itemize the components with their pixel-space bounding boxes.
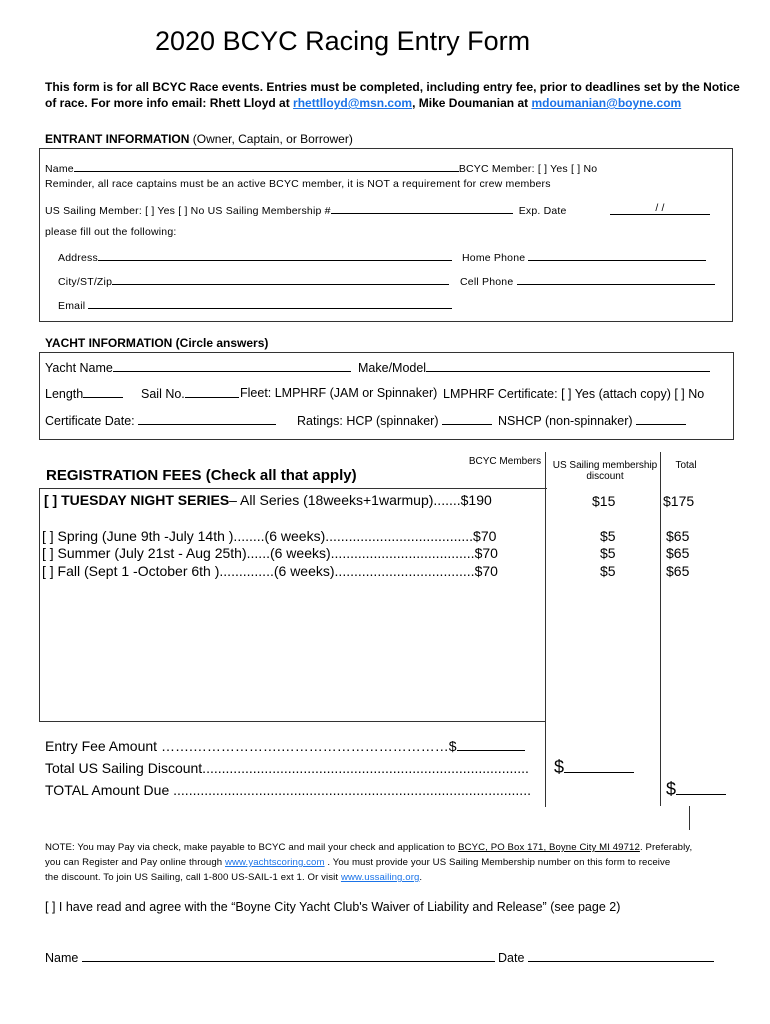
home-phone-field[interactable] xyxy=(528,249,706,261)
name-label: Name xyxy=(45,163,74,175)
ussailing-link[interactable]: www.ussailing.org xyxy=(340,872,420,883)
signature-name-label: Name xyxy=(45,951,79,965)
make-model-field[interactable] xyxy=(426,360,710,372)
city-field[interactable] xyxy=(112,273,449,285)
fleet-label: Fleet: LMPHRF (JAM or Spinnaker) xyxy=(240,386,438,400)
email-link-rhett[interactable]: rhettlloyd@msn.com xyxy=(293,96,413,110)
sail-field[interactable] xyxy=(185,386,239,398)
tuesday-label-bold: TUESDAY NIGHT SERIES xyxy=(61,492,230,508)
page-title: 2020 BCYC Racing Entry Form xyxy=(155,26,531,56)
spring-total: $65 xyxy=(666,528,690,544)
tuesday-discount: $15 xyxy=(592,493,616,509)
reminder-text: Reminder, all race captains must be an active BCYC member, it is NOT a requirement for crew members xyxy=(45,178,551,190)
fees-col-divider-1 xyxy=(545,452,546,807)
spring-series-row[interactable]: [ ] Spring (June 9th -July 14th )........(6 weeks)......................................$70 xyxy=(42,528,497,544)
intro-line-2-mid: , Mike Doumanian at xyxy=(412,96,532,110)
note-line-1 xyxy=(45,840,692,855)
yachtscoring-link[interactable]: www.yachtscoring.com xyxy=(225,857,325,868)
fees-heading: REGISTRATION FEES (Check all that apply) xyxy=(46,467,357,484)
fall-series-row[interactable]: [ ] Fall (Sept 1 -October 6th )..............(6 weeks)....................................$70 xyxy=(42,563,498,579)
fees-header-divider xyxy=(39,488,547,489)
tuesday-checkbox[interactable]: [ ] xyxy=(44,492,58,508)
tuesday-label-rest: – All Series (18weeks+1warmup).......$190 xyxy=(229,492,492,508)
cert-date-label: Certificate Date: xyxy=(45,414,135,428)
nshcp-row xyxy=(498,413,686,428)
total-discount-row xyxy=(554,757,634,778)
fall-total: $65 xyxy=(666,563,690,579)
note-line-2-suffix: . You must provide your US Sailing Membership number on this form to receive xyxy=(324,857,671,868)
exp-date-label: Exp. Date xyxy=(518,205,567,217)
note-line-1-suffix: . Preferably, xyxy=(639,842,693,853)
total-due-dollar: $ xyxy=(666,779,677,799)
fees-total-tick xyxy=(689,806,690,830)
ratings-row xyxy=(297,413,492,428)
note-line-1-prefix: NOTE: You may Pay via check, make payable to BCYC and mail your check and application to xyxy=(45,842,459,853)
nshcp-field[interactable] xyxy=(636,413,686,425)
note-line-3 xyxy=(45,870,422,885)
fees-col-divider-2 xyxy=(660,452,661,806)
total-due-field[interactable] xyxy=(676,780,726,795)
length-row xyxy=(45,386,123,401)
total-discount-dollar: $ xyxy=(554,757,565,777)
col-us-sailing-discount: US Sailing membership discount xyxy=(552,460,658,482)
ratings-field[interactable] xyxy=(442,413,492,425)
fees-left-border xyxy=(39,488,40,722)
note-line-2 xyxy=(45,855,670,870)
total-discount-label: Total US Sailing Discount.................................................................................... xyxy=(45,760,529,776)
length-label: Length xyxy=(45,387,84,401)
entrant-heading-rest: (Owner, Captain, or Borrower) xyxy=(189,132,353,146)
ratings-label: Ratings: HCP (spinnaker) xyxy=(297,414,439,428)
summer-total: $65 xyxy=(666,545,690,561)
city-label: City/ST/Zip xyxy=(58,276,113,288)
email-link-mike[interactable]: mdoumanian@boyne.com xyxy=(531,96,682,110)
email-row xyxy=(58,297,452,312)
intro-line-2 xyxy=(45,96,681,110)
name-field[interactable] xyxy=(74,160,459,172)
address-field[interactable] xyxy=(98,249,452,261)
cell-phone-label: Cell Phone xyxy=(460,276,514,288)
intro-line-1: This form is for all BCYC Race events. Entries must be completed, including entry fee, prior to deadlines set by the Notice xyxy=(45,80,740,94)
entry-fee-row xyxy=(45,738,525,754)
total-due-row xyxy=(666,779,726,800)
make-model-row xyxy=(358,360,710,375)
address-label: Address xyxy=(58,252,98,264)
us-sailing-number-field[interactable] xyxy=(331,202,513,214)
us-sailing-row xyxy=(45,202,567,217)
yacht-heading-bold: YACHT INFORMATION (Circle answers) xyxy=(45,336,269,350)
cell-phone-row xyxy=(460,273,715,288)
lmphrf-certificate-label: LMPHRF Certificate: [ ] Yes (attach copy) [ ] No xyxy=(443,387,705,401)
nshcp-label: NSHCP (non-spinnaker) xyxy=(498,414,633,428)
note-line-3-suffix: . xyxy=(419,872,423,883)
mailing-address: BCYC, PO Box 171, Boyne City MI 49712 xyxy=(458,842,640,853)
signature-name-field[interactable] xyxy=(82,950,495,962)
cert-date-field[interactable] xyxy=(138,413,276,425)
yacht-name-row xyxy=(45,360,351,375)
make-model-label: Make/Model xyxy=(358,361,427,375)
yacht-name-label: Yacht Name xyxy=(45,361,113,375)
yacht-heading xyxy=(45,336,268,350)
signature-date-label: Date xyxy=(498,951,525,965)
summer-discount: $5 xyxy=(600,545,616,561)
tuesday-series-row[interactable] xyxy=(44,492,492,508)
name-row xyxy=(45,160,597,175)
us-sailing-label: US Sailing Member: [ ] Yes [ ] No US Sailing Membership # xyxy=(45,205,331,217)
tuesday-total: $175 xyxy=(663,493,695,509)
cert-date-row xyxy=(45,413,276,428)
fees-bottom-divider xyxy=(39,721,545,722)
home-phone-label: Home Phone xyxy=(462,252,526,264)
entry-fee-label: Entry Fee Amount …….……………….………………………………$ xyxy=(45,738,457,754)
yacht-name-field[interactable] xyxy=(113,360,351,372)
col-bcyc-members: BCYC Members xyxy=(468,456,542,467)
entrant-heading xyxy=(45,132,353,146)
fall-discount: $5 xyxy=(600,563,616,579)
home-phone-row xyxy=(462,249,706,264)
cell-phone-field[interactable] xyxy=(517,273,715,285)
intro-line-2-prefix: of race. For more info email: Rhett Lloyd at xyxy=(45,96,294,110)
signature-name-row xyxy=(45,950,495,965)
length-field[interactable] xyxy=(83,386,123,398)
sail-row xyxy=(141,386,239,401)
entry-fee-field[interactable] xyxy=(457,739,525,751)
signature-date-row xyxy=(498,950,714,965)
sail-label: Sail No. xyxy=(141,387,185,401)
email-field[interactable] xyxy=(88,297,452,309)
email-label: Email xyxy=(58,300,86,312)
fill-label: please fill out the following: xyxy=(45,226,177,238)
spring-discount: $5 xyxy=(600,528,616,544)
entrant-heading-bold: ENTRANT INFORMATION xyxy=(45,132,190,146)
city-row xyxy=(58,273,449,288)
total-due-label: TOTAL Amount Due ............................................................................................ xyxy=(45,782,531,798)
address-row xyxy=(58,249,452,264)
note-line-2-prefix: you can Register and Pay online through xyxy=(45,857,225,868)
note-line-3-prefix: the discount. To join US Sailing, call 1-800 US-SAIL-1 ext 1. Or visit xyxy=(45,872,341,883)
col-total: Total xyxy=(675,460,697,471)
total-discount-field[interactable] xyxy=(564,758,634,773)
exp-date-field[interactable] xyxy=(610,202,710,215)
exp-date-slashes: / / xyxy=(655,202,665,214)
summer-series-row[interactable]: [ ] Summer (July 21st - Aug 25th)......(6 weeks).....................................$70 xyxy=(42,545,498,561)
signature-date-field[interactable] xyxy=(528,950,714,962)
bcyc-member-label: BCYC Member: [ ] Yes [ ] No xyxy=(458,163,598,175)
waiver-checkbox-row[interactable]: [ ] I have read and agree with the “Boyne City Yacht Club's Waiver of Liability and Release” (see page 2) xyxy=(45,900,621,914)
